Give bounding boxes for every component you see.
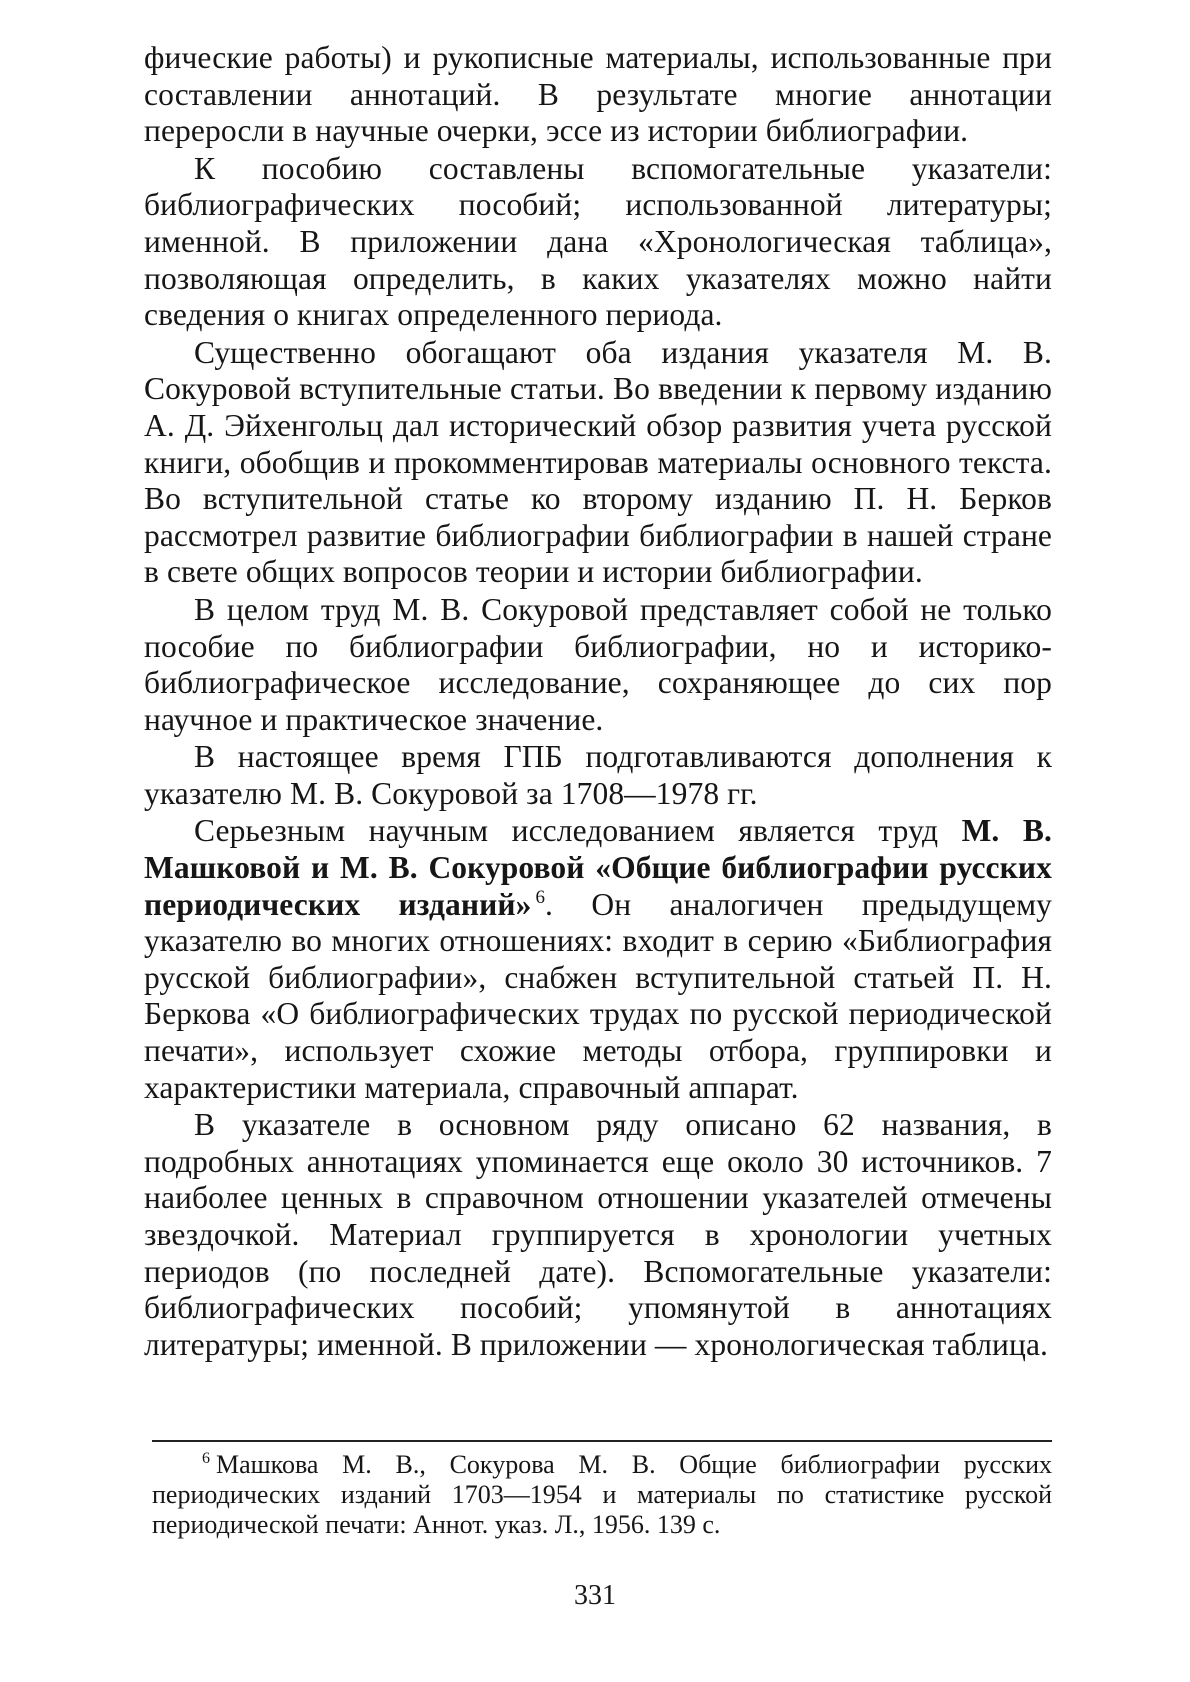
- footnote-mark: 6: [202, 1450, 210, 1468]
- paragraph-6-bold-title: М. В. Машковой и М. В. Сокуровой «Общие библиографии русских периодических изданий»: [144, 813, 1052, 922]
- paragraph-4: В целом труд М. В. Сокуровой представляет собой не только пособие по библиографии библиографии, но и историко-библиографическое исследование, сохраняющее до сих пор научное и практическое значение.: [144, 591, 1052, 737]
- footnote-reference: 6: [535, 887, 546, 909]
- paragraph-5: В настоящее время ГПБ подготавливаются дополнения к указателю М. В. Сокуровой за 1708—1978 гг.: [144, 739, 1052, 811]
- paragraph-7: В указателе в основном ряду описано 62 названия, в подробных аннотациях упоминается еще около 30 источников. 7 наиболее ценных в справочном отношении указателей отмечены звездочкой. Материал группируется в хронологии учетных периодов (по последней дате). Вспомогательные указатели: библиографических пособий; упомянутой в аннотациях литературы; именной. В приложении — хронологическая таблица.: [144, 1107, 1052, 1362]
- paragraph-6: [144, 813, 1052, 1106]
- page-body: [144, 40, 1052, 1363]
- paragraph-1: фические работы) и рукописные материалы, использованные при составлении аннотаций. В результате многие аннотации переросли в научные очерки, эссе из истории библиографии.: [144, 40, 1052, 149]
- page-number: 331: [574, 1580, 616, 1611]
- paragraph-2: К пособию составлены вспомогательные указатели: библиографических пособий; использованной литературы; именной. В приложении дана «Хронологическая таблица», позволяющая определить, в каких указателях можно найти сведения о книгах определенного периода.: [144, 150, 1052, 333]
- footnote-divider: [152, 1440, 1052, 1442]
- paragraph-6-lead: Серьезным научным исследованием является труд: [194, 813, 962, 849]
- footnote: [152, 1450, 1052, 1540]
- footnote-text: Машкова М. В., Сокурова М. В. Общие библиографии русских периодических изданий 1703—1954 и материалы по статистике русской периодической печати: Аннот. указ. Л., 1956. 139 с.: [152, 1450, 1052, 1539]
- paragraph-3: Существенно обогащают оба издания указателя М. В. Сокуровой вступительные статьи. Во введении к первому изданию А. Д. Эйхенгольц дал исторический обзор развития учета русской книги, обобщив и прокомментировав материалы основного текста. Во вступительной статье ко второму изданию П. Н. Берков рассмотрел развитие библиографии библиографии в нашей стране в свете общих вопросов теории и истории библиографии.: [144, 334, 1052, 590]
- paragraph-6-rest: . Он аналогичен предыдущему указателю во многих отношениях: входит в серию «Библиография русской библиографии», снабжен вступительной статьей П. Н. Беркова «О библиографических трудах по русской периодической печати», использует схожие методы отбора, группировки и характеристики материала, справочный аппарат.: [144, 886, 1052, 1105]
